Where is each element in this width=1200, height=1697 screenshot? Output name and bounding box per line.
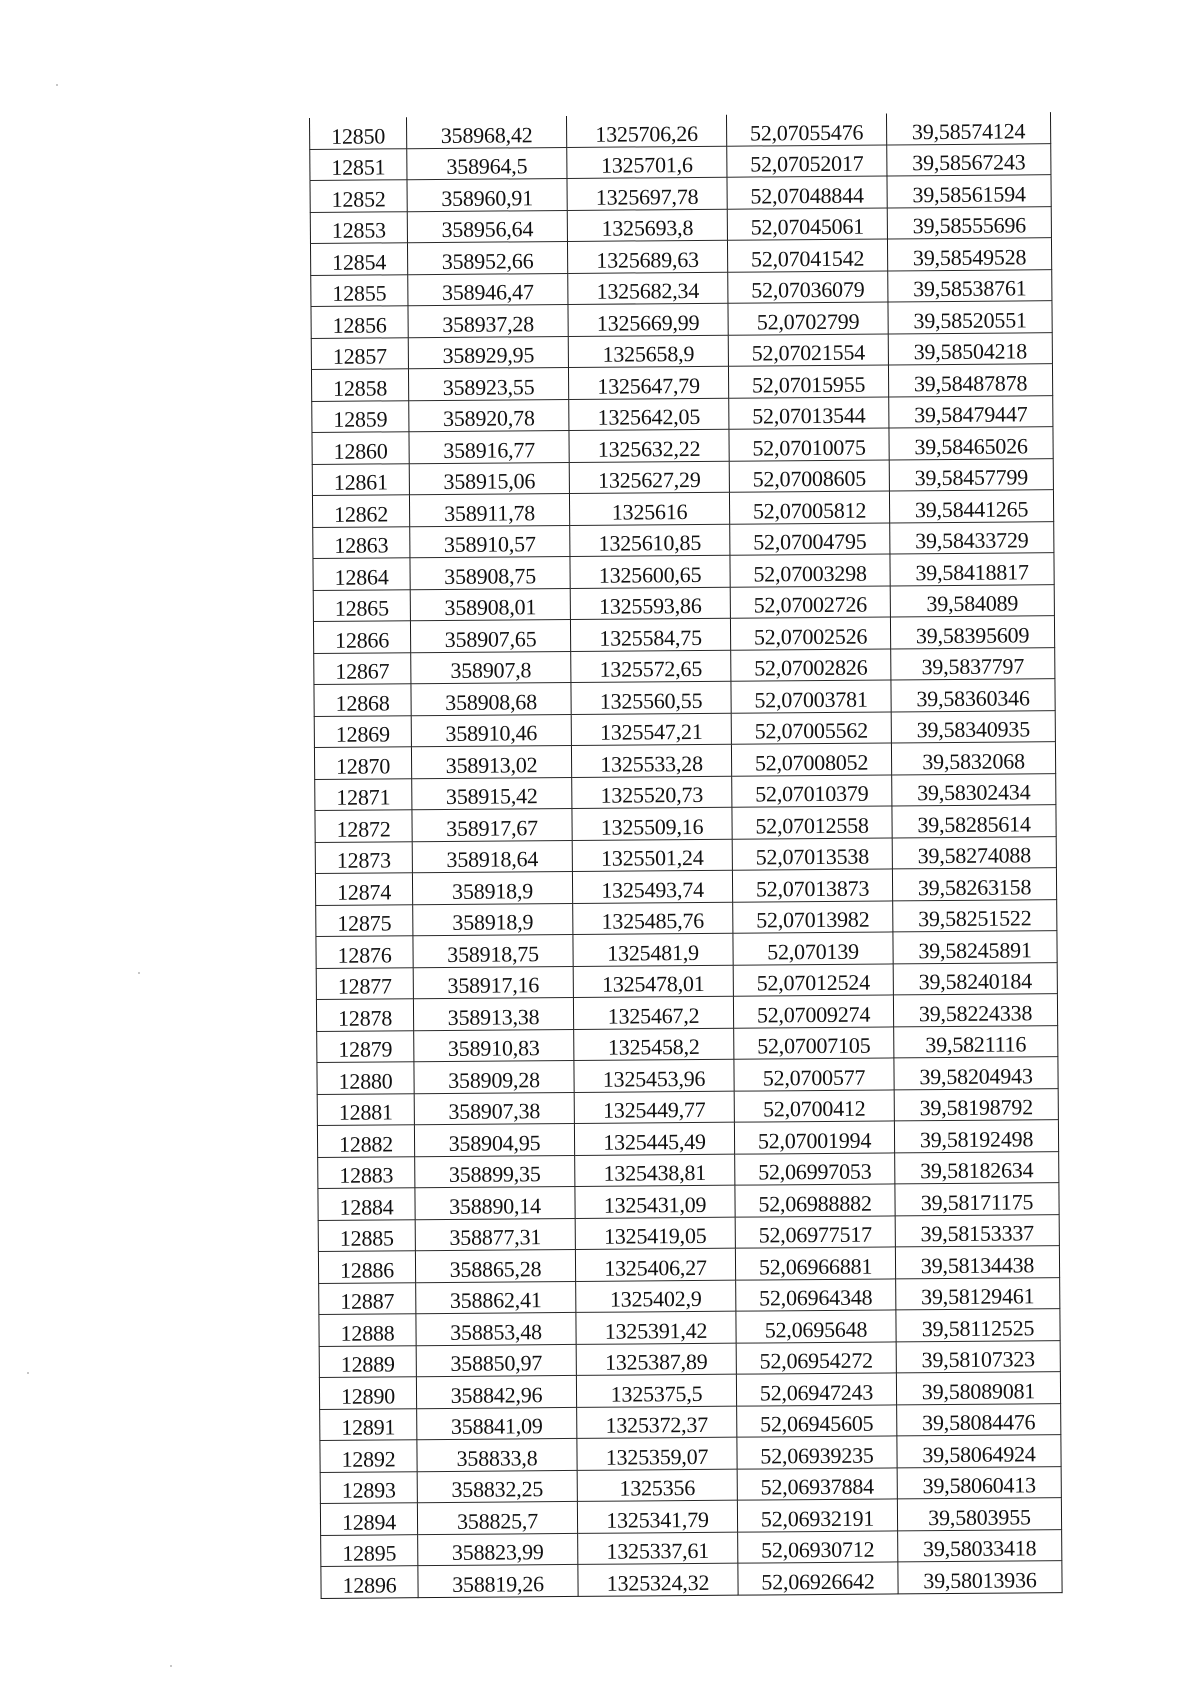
point-number-cell: 12879 — [317, 1030, 414, 1062]
table-row — [310, 206, 1051, 243]
longitude-cell: 39,58134438 — [895, 1246, 1059, 1279]
latitude-cell: 52,06966881 — [735, 1247, 895, 1280]
x-coordinate-cell: 358915,42 — [412, 777, 572, 810]
longitude-cell: 39,58340935 — [891, 710, 1055, 743]
table-row — [319, 1309, 1060, 1346]
y-coordinate-cell: 1325356 — [577, 1469, 737, 1502]
table-row — [312, 458, 1053, 495]
point-number-cell: 12884 — [318, 1188, 415, 1220]
point-number-cell: 12859 — [312, 400, 409, 432]
table-row — [317, 1057, 1058, 1094]
longitude-cell: 39,58418817 — [890, 553, 1054, 586]
latitude-cell: 52,07012558 — [732, 806, 892, 839]
longitude-cell: 39,58129461 — [896, 1277, 1060, 1310]
latitude-cell: 52,07010379 — [732, 774, 892, 807]
longitude-cell: 39,58520551 — [888, 301, 1052, 334]
x-coordinate-cell: 358825,7 — [417, 1501, 577, 1534]
table-row — [318, 1214, 1059, 1251]
y-coordinate-cell: 1325493,74 — [572, 870, 732, 903]
y-coordinate-cell: 1325478,01 — [573, 965, 733, 998]
y-coordinate-cell: 1325682,34 — [568, 272, 728, 305]
latitude-cell: 52,06997053 — [735, 1152, 895, 1185]
point-number-cell: 12882 — [317, 1125, 414, 1157]
y-coordinate-cell: 1325520,73 — [572, 776, 732, 809]
longitude-cell: 39,58274088 — [892, 836, 1056, 869]
y-coordinate-cell: 1325337,61 — [578, 1532, 738, 1565]
x-coordinate-cell: 358917,67 — [412, 808, 572, 841]
table-row — [313, 616, 1054, 653]
latitude-cell: 52,06945605 — [737, 1404, 897, 1437]
x-coordinate-cell: 358917,16 — [413, 966, 573, 999]
x-coordinate-cell: 358819,26 — [418, 1564, 578, 1597]
longitude-cell: 39,5803955 — [897, 1498, 1061, 1531]
table-row — [320, 1498, 1061, 1535]
y-coordinate-cell: 1325572,65 — [571, 650, 731, 683]
y-coordinate-cell: 1325406,27 — [575, 1248, 735, 1281]
point-number-cell: 12890 — [319, 1377, 416, 1409]
y-coordinate-cell: 1325419,05 — [575, 1217, 735, 1250]
table-row — [319, 1277, 1060, 1314]
table-row — [316, 931, 1057, 968]
y-coordinate-cell: 1325697,78 — [567, 177, 727, 210]
x-coordinate-cell: 358908,75 — [410, 556, 570, 589]
point-number-cell: 12856 — [311, 306, 408, 338]
table-row — [313, 584, 1054, 621]
point-number-cell: 12861 — [312, 463, 409, 495]
x-coordinate-cell: 358913,38 — [413, 997, 573, 1030]
longitude-cell: 39,584089 — [890, 584, 1054, 617]
longitude-cell: 39,58240184 — [893, 962, 1057, 995]
longitude-cell: 39,58487878 — [888, 364, 1052, 397]
y-coordinate-cell: 1325584,75 — [570, 618, 730, 651]
latitude-cell: 52,06939235 — [737, 1436, 897, 1469]
point-number-cell: 12860 — [312, 432, 409, 464]
y-coordinate-cell: 1325453,96 — [574, 1059, 734, 1092]
latitude-cell: 52,07007105 — [734, 1026, 894, 1059]
x-coordinate-cell: 358956,64 — [407, 210, 567, 243]
table-row — [320, 1435, 1061, 1472]
x-coordinate-cell: 358937,28 — [408, 304, 568, 337]
latitude-cell: 52,06947243 — [736, 1373, 896, 1406]
latitude-cell: 52,06954272 — [736, 1341, 896, 1374]
y-coordinate-cell: 1325701,6 — [567, 146, 727, 179]
latitude-cell: 52,07013982 — [733, 900, 893, 933]
table-row — [314, 710, 1055, 747]
y-coordinate-cell: 1325431,09 — [575, 1185, 735, 1218]
x-coordinate-cell: 358841,09 — [417, 1407, 577, 1440]
table-row — [315, 805, 1056, 842]
table-row — [314, 679, 1055, 716]
table-row — [310, 175, 1051, 212]
latitude-cell: 52,06937884 — [737, 1467, 897, 1500]
longitude-cell: 39,58549528 — [887, 238, 1051, 271]
latitude-cell: 52,07048844 — [727, 176, 887, 209]
point-number-cell: 12854 — [310, 243, 407, 275]
x-coordinate-cell: 358908,68 — [411, 682, 571, 715]
y-coordinate-cell: 1325341,79 — [577, 1500, 737, 1533]
latitude-cell: 52,06930712 — [738, 1530, 898, 1563]
y-coordinate-cell: 1325445,49 — [574, 1122, 734, 1155]
longitude-cell: 39,58084476 — [897, 1403, 1061, 1436]
table-row — [320, 1403, 1061, 1440]
longitude-cell: 39,58182634 — [895, 1151, 1059, 1184]
point-number-cell: 12887 — [319, 1282, 416, 1314]
y-coordinate-cell: 1325387,89 — [576, 1343, 736, 1376]
x-coordinate-cell: 358918,9 — [412, 871, 572, 904]
latitude-cell: 52,06964348 — [736, 1278, 896, 1311]
x-coordinate-cell: 358907,65 — [410, 619, 570, 652]
latitude-cell: 52,06977517 — [735, 1215, 895, 1248]
latitude-cell: 52,07041542 — [727, 239, 887, 272]
point-number-cell: 12883 — [318, 1156, 415, 1188]
longitude-cell: 39,58060413 — [897, 1466, 1061, 1499]
x-coordinate-cell: 358823,99 — [418, 1533, 578, 1566]
longitude-cell: 39,5821116 — [894, 1025, 1058, 1058]
x-coordinate-cell: 358913,02 — [411, 745, 571, 778]
y-coordinate-cell: 1325438,81 — [575, 1154, 735, 1187]
table-row — [319, 1372, 1060, 1409]
longitude-cell: 39,58561594 — [887, 175, 1051, 208]
longitude-cell: 39,58555696 — [887, 206, 1051, 239]
point-number-cell: 12869 — [314, 715, 411, 747]
x-coordinate-cell: 358833,8 — [417, 1438, 577, 1471]
table-row — [316, 962, 1057, 999]
x-coordinate-cell: 358890,14 — [415, 1186, 575, 1219]
scan-speck — [138, 972, 140, 974]
point-number-cell: 12886 — [318, 1251, 415, 1283]
longitude-cell: 39,58538761 — [888, 269, 1052, 302]
y-coordinate-cell: 1325533,28 — [571, 744, 731, 777]
x-coordinate-cell: 358946,47 — [408, 273, 568, 306]
table-row — [311, 301, 1052, 338]
point-number-cell: 12871 — [315, 778, 412, 810]
x-coordinate-cell: 358916,77 — [409, 430, 569, 463]
longitude-cell: 39,58567243 — [887, 143, 1051, 176]
table-row — [320, 1466, 1061, 1503]
x-coordinate-cell: 358923,55 — [408, 367, 568, 400]
latitude-cell: 52,07005562 — [731, 711, 891, 744]
latitude-cell: 52,07013538 — [732, 837, 892, 870]
table-row — [309, 112, 1050, 149]
point-number-cell: 12850 — [309, 117, 406, 149]
y-coordinate-cell: 1325610,85 — [570, 524, 730, 557]
latitude-cell: 52,07021554 — [728, 333, 888, 366]
coordinates-table-body — [309, 112, 1062, 1598]
y-coordinate-cell: 1325391,42 — [576, 1311, 736, 1344]
point-number-cell: 12858 — [311, 369, 408, 401]
point-number-cell: 12896 — [321, 1566, 418, 1598]
table-row — [315, 773, 1056, 810]
point-number-cell: 12855 — [311, 274, 408, 306]
y-coordinate-cell: 1325547,21 — [571, 713, 731, 746]
y-coordinate-cell: 1325324,32 — [578, 1563, 738, 1596]
y-coordinate-cell: 1325485,76 — [573, 902, 733, 935]
point-number-cell: 12892 — [320, 1440, 417, 1472]
point-number-cell: 12874 — [315, 873, 412, 905]
table-row — [317, 1120, 1058, 1157]
point-number-cell: 12862 — [312, 495, 409, 527]
latitude-cell: 52,07008052 — [731, 743, 891, 776]
point-number-cell: 12893 — [320, 1471, 417, 1503]
x-coordinate-cell: 358899,35 — [415, 1155, 575, 1188]
x-coordinate-cell: 358911,78 — [409, 493, 569, 526]
table-row — [312, 427, 1053, 464]
latitude-cell: 52,07055476 — [726, 113, 886, 145]
table-row — [311, 269, 1052, 306]
point-number-cell: 12867 — [314, 652, 411, 684]
table-row — [314, 647, 1055, 684]
longitude-cell: 39,58285614 — [892, 805, 1056, 838]
longitude-cell: 39,58574124 — [886, 112, 1050, 144]
table-row — [317, 1088, 1058, 1125]
y-coordinate-cell: 1325593,86 — [570, 587, 730, 620]
latitude-cell: 52,07003298 — [730, 554, 890, 587]
point-number-cell: 12889 — [319, 1345, 416, 1377]
point-number-cell: 12877 — [316, 967, 413, 999]
table-row — [311, 364, 1052, 401]
point-number-cell: 12885 — [318, 1219, 415, 1251]
table-row — [316, 994, 1057, 1031]
point-number-cell: 12895 — [321, 1534, 418, 1566]
table-row — [318, 1183, 1059, 1220]
longitude-cell: 39,58171175 — [895, 1183, 1059, 1216]
x-coordinate-cell: 358910,83 — [414, 1029, 574, 1062]
longitude-cell: 39,58302434 — [892, 773, 1056, 806]
longitude-cell: 39,58360346 — [891, 679, 1055, 712]
latitude-cell: 52,07009274 — [733, 995, 893, 1028]
table-row — [311, 332, 1052, 369]
x-coordinate-cell: 358832,25 — [417, 1470, 577, 1503]
longitude-cell: 39,58504218 — [888, 332, 1052, 365]
latitude-cell: 52,07008605 — [729, 459, 889, 492]
x-coordinate-cell: 358842,96 — [416, 1375, 576, 1408]
latitude-cell: 52,07013873 — [732, 869, 892, 902]
longitude-cell: 39,58263158 — [892, 868, 1056, 901]
y-coordinate-cell: 1325616 — [569, 492, 729, 525]
x-coordinate-cell: 358877,31 — [415, 1218, 575, 1251]
y-coordinate-cell: 1325501,24 — [572, 839, 732, 872]
longitude-cell: 39,58224338 — [893, 994, 1057, 1027]
point-number-cell: 12863 — [313, 526, 410, 558]
longitude-cell: 39,5832068 — [891, 742, 1055, 775]
point-number-cell: 12851 — [310, 148, 407, 180]
y-coordinate-cell: 1325642,05 — [569, 398, 729, 431]
latitude-cell: 52,06988882 — [735, 1184, 895, 1217]
table-row — [316, 899, 1057, 936]
latitude-cell: 52,070139 — [733, 932, 893, 965]
x-coordinate-cell: 358904,95 — [414, 1123, 574, 1156]
y-coordinate-cell: 1325467,2 — [573, 996, 733, 1029]
latitude-cell: 52,07002826 — [731, 648, 891, 681]
longitude-cell: 39,58192498 — [894, 1120, 1058, 1153]
longitude-cell: 39,58112525 — [896, 1309, 1060, 1342]
x-coordinate-cell: 358960,91 — [407, 178, 567, 211]
longitude-cell: 39,58153337 — [895, 1214, 1059, 1247]
x-coordinate-cell: 358907,38 — [414, 1092, 574, 1125]
x-coordinate-cell: 358929,95 — [408, 336, 568, 369]
latitude-cell: 52,07004795 — [730, 522, 890, 555]
longitude-cell: 39,58479447 — [889, 395, 1053, 428]
point-number-cell: 12872 — [315, 810, 412, 842]
longitude-cell: 39,58013936 — [898, 1561, 1062, 1594]
table-row — [313, 521, 1054, 558]
latitude-cell: 52,07005812 — [729, 491, 889, 524]
x-coordinate-cell: 358952,66 — [407, 241, 567, 274]
table-row — [318, 1151, 1059, 1188]
point-number-cell: 12891 — [320, 1408, 417, 1440]
y-coordinate-cell: 1325359,07 — [577, 1437, 737, 1470]
table-row — [310, 143, 1051, 180]
longitude-cell: 39,58033418 — [898, 1529, 1062, 1562]
longitude-cell: 39,58433729 — [890, 521, 1054, 554]
table-row — [317, 1025, 1058, 1062]
latitude-cell: 52,07012524 — [733, 963, 893, 996]
x-coordinate-cell: 358918,64 — [412, 840, 572, 873]
point-number-cell: 12881 — [317, 1093, 414, 1125]
table-row — [321, 1529, 1062, 1566]
x-coordinate-cell: 358853,48 — [416, 1312, 576, 1345]
y-coordinate-cell: 1325669,99 — [568, 303, 728, 336]
point-number-cell: 12870 — [314, 747, 411, 779]
latitude-cell: 52,07001994 — [734, 1121, 894, 1154]
longitude-cell: 39,58245891 — [893, 931, 1057, 964]
point-number-cell: 12866 — [313, 621, 410, 653]
latitude-cell: 52,07002526 — [730, 617, 890, 650]
latitude-cell: 52,07002726 — [730, 585, 890, 618]
longitude-cell: 39,58465026 — [889, 427, 1053, 460]
longitude-cell: 39,58089081 — [896, 1372, 1060, 1405]
y-coordinate-cell: 1325627,29 — [569, 461, 729, 494]
x-coordinate-cell: 358909,28 — [414, 1060, 574, 1093]
x-coordinate-cell: 358964,5 — [407, 147, 567, 180]
latitude-cell: 52,06926642 — [738, 1562, 898, 1595]
latitude-cell: 52,07013544 — [729, 396, 889, 429]
latitude-cell: 52,07015955 — [728, 365, 888, 398]
y-coordinate-cell: 1325458,2 — [574, 1028, 734, 1061]
x-coordinate-cell: 358907,8 — [411, 651, 571, 684]
latitude-cell: 52,0695648 — [736, 1310, 896, 1343]
x-coordinate-cell: 358918,75 — [413, 934, 573, 967]
table-row — [319, 1340, 1060, 1377]
y-coordinate-cell: 1325693,8 — [567, 209, 727, 242]
y-coordinate-cell: 1325481,9 — [573, 933, 733, 966]
longitude-cell: 39,58395609 — [890, 616, 1054, 649]
table-row — [314, 742, 1055, 779]
table-row — [310, 238, 1051, 275]
point-number-cell: 12880 — [317, 1062, 414, 1094]
point-number-cell: 12852 — [310, 180, 407, 212]
latitude-cell: 52,07036079 — [728, 270, 888, 303]
latitude-cell: 52,07045061 — [727, 207, 887, 240]
latitude-cell: 52,07052017 — [727, 144, 887, 177]
table-row — [312, 490, 1053, 527]
point-number-cell: 12868 — [314, 684, 411, 716]
table-row — [312, 395, 1053, 432]
x-coordinate-cell: 358968,42 — [406, 116, 566, 148]
latitude-cell: 52,0700577 — [734, 1058, 894, 1091]
longitude-cell: 39,58204943 — [894, 1057, 1058, 1090]
x-coordinate-cell: 358910,57 — [410, 525, 570, 558]
table-row — [318, 1246, 1059, 1283]
scan-speck — [27, 1372, 29, 1374]
y-coordinate-cell: 1325402,9 — [576, 1280, 736, 1313]
scan-speck — [170, 1665, 172, 1667]
x-coordinate-cell: 358850,97 — [416, 1344, 576, 1377]
point-number-cell: 12888 — [319, 1314, 416, 1346]
longitude-cell: 39,5837797 — [891, 647, 1055, 680]
longitude-cell: 39,58198792 — [894, 1088, 1058, 1121]
point-number-cell: 12876 — [316, 936, 413, 968]
y-coordinate-cell: 1325647,79 — [568, 366, 728, 399]
coordinates-table — [309, 112, 1063, 1598]
x-coordinate-cell: 358918,9 — [413, 903, 573, 936]
longitude-cell: 39,58251522 — [893, 899, 1057, 932]
point-number-cell: 12873 — [315, 841, 412, 873]
y-coordinate-cell: 1325706,26 — [566, 115, 726, 147]
point-number-cell: 12894 — [320, 1503, 417, 1535]
y-coordinate-cell: 1325689,63 — [567, 240, 727, 273]
y-coordinate-cell: 1325509,16 — [572, 807, 732, 840]
table-row — [321, 1561, 1062, 1598]
x-coordinate-cell: 358865,28 — [415, 1249, 575, 1282]
x-coordinate-cell: 358908,01 — [410, 588, 570, 621]
point-number-cell: 12857 — [311, 337, 408, 369]
y-coordinate-cell: 1325632,22 — [569, 429, 729, 462]
table-row — [315, 868, 1056, 905]
latitude-cell: 52,07010075 — [729, 428, 889, 461]
point-number-cell: 12853 — [310, 211, 407, 243]
y-coordinate-cell: 1325375,5 — [576, 1374, 736, 1407]
point-number-cell: 12875 — [316, 904, 413, 936]
y-coordinate-cell: 1325658,9 — [568, 335, 728, 368]
x-coordinate-cell: 358862,41 — [416, 1281, 576, 1314]
latitude-cell: 52,0700412 — [734, 1089, 894, 1122]
y-coordinate-cell: 1325449,77 — [574, 1091, 734, 1124]
point-number-cell: 12864 — [313, 558, 410, 590]
longitude-cell: 39,58457799 — [889, 458, 1053, 491]
latitude-cell: 52,0702799 — [728, 302, 888, 335]
longitude-cell: 39,58064924 — [897, 1435, 1061, 1468]
longitude-cell: 39,58441265 — [889, 490, 1053, 523]
x-coordinate-cell: 358920,78 — [409, 399, 569, 432]
y-coordinate-cell: 1325600,65 — [570, 555, 730, 588]
scan-speck — [56, 84, 58, 86]
y-coordinate-cell: 1325560,55 — [571, 681, 731, 714]
table-row — [315, 836, 1056, 873]
x-coordinate-cell: 358915,06 — [409, 462, 569, 495]
latitude-cell: 52,06932191 — [737, 1499, 897, 1532]
x-coordinate-cell: 358910,46 — [411, 714, 571, 747]
point-number-cell: 12878 — [316, 999, 413, 1031]
point-number-cell: 12865 — [313, 589, 410, 621]
table-row — [313, 553, 1054, 590]
y-coordinate-cell: 1325372,37 — [577, 1406, 737, 1439]
latitude-cell: 52,07003781 — [731, 680, 891, 713]
longitude-cell: 39,58107323 — [896, 1340, 1060, 1373]
